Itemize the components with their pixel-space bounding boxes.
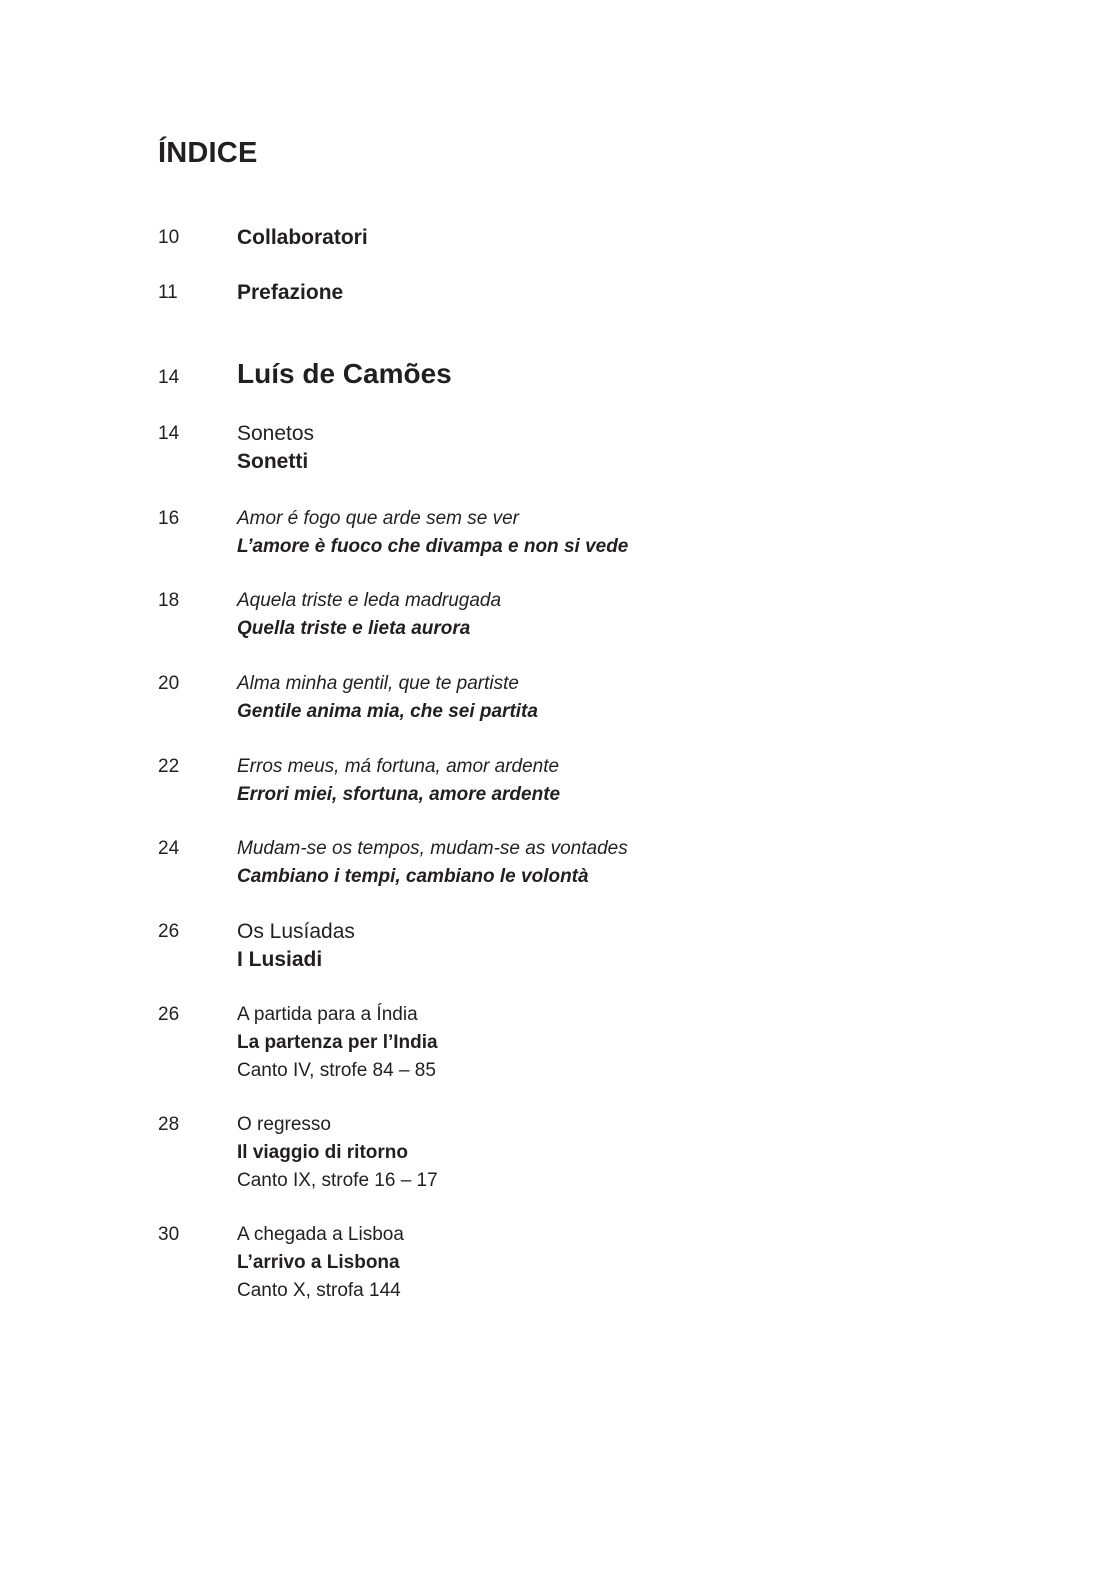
toc-entry-original-title: Aquela triste e leda madrugada (237, 590, 502, 611)
toc-entry-original-title: Alma minha gentil, que te partiste (237, 673, 519, 694)
toc-page-number: 11 (158, 282, 178, 303)
toc-page-number: 16 (158, 508, 180, 529)
toc-title: ÍNDICE (158, 137, 258, 169)
toc-page-number: 30 (158, 1224, 180, 1245)
toc-page-number: 10 (158, 227, 180, 248)
toc-entry-title: Collaboratori (237, 226, 368, 249)
toc-entry-canto-reference: Canto IV, strofe 84 – 85 (237, 1060, 436, 1081)
toc-entry-original-title: O regresso (237, 1114, 331, 1135)
toc-entry-translated-title: Cambiano i tempi, cambiano le volontà (237, 866, 589, 887)
toc-entry-title: Prefazione (237, 281, 344, 304)
toc-page-number: 26 (158, 1004, 180, 1025)
toc-page-number: 14 (158, 367, 180, 388)
toc-entry-original-title: Mudam-se os tempos, mudam-se as vontades (237, 838, 628, 859)
toc-entry-translated-title: Gentile anima mia, che sei partita (237, 701, 538, 722)
toc-entry-original-title: Amor é fogo que arde sem se ver (237, 508, 519, 529)
toc-author-name: Luís de Camões (237, 358, 452, 389)
toc-entry-translated-title: I Lusiadi (237, 948, 323, 971)
toc-page-number: 28 (158, 1114, 180, 1135)
toc-entry-translated-title: Errori miei, sfortuna, amore ardente (237, 784, 561, 805)
toc-entry-translated-title: Sonetti (237, 450, 309, 473)
toc-entry-original-title: Sonetos (237, 422, 315, 445)
toc-page-number: 20 (158, 673, 180, 694)
toc-page-number: 18 (158, 590, 180, 611)
toc-entry-original-title: Os Lusíadas (237, 920, 355, 943)
toc-page-number: 26 (158, 921, 180, 942)
toc-page-number: 24 (158, 838, 180, 859)
toc-entry-canto-reference: Canto IX, strofe 16 – 17 (237, 1170, 438, 1191)
toc-entry-translated-title: L’arrivo a Lisbona (237, 1252, 400, 1273)
toc-entry-canto-reference: Canto X, strofa 144 (237, 1280, 401, 1301)
toc-page-number: 14 (158, 423, 180, 444)
toc-entry-original-title: Erros meus, má fortuna, amor ardente (237, 756, 560, 777)
toc-entry-original-title: A partida para a Índia (237, 1004, 418, 1025)
toc-entry-translated-title: Il viaggio di ritorno (237, 1142, 408, 1163)
toc-entry-translated-title: L’amore è fuoco che divampa e non si vede (237, 536, 629, 557)
toc-page-number: 22 (158, 756, 180, 777)
toc-entry-translated-title: La partenza per l’India (237, 1032, 438, 1053)
toc-entry-translated-title: Quella triste e lieta aurora (237, 618, 471, 639)
toc-entry-original-title: A chegada a Lisboa (237, 1224, 404, 1245)
